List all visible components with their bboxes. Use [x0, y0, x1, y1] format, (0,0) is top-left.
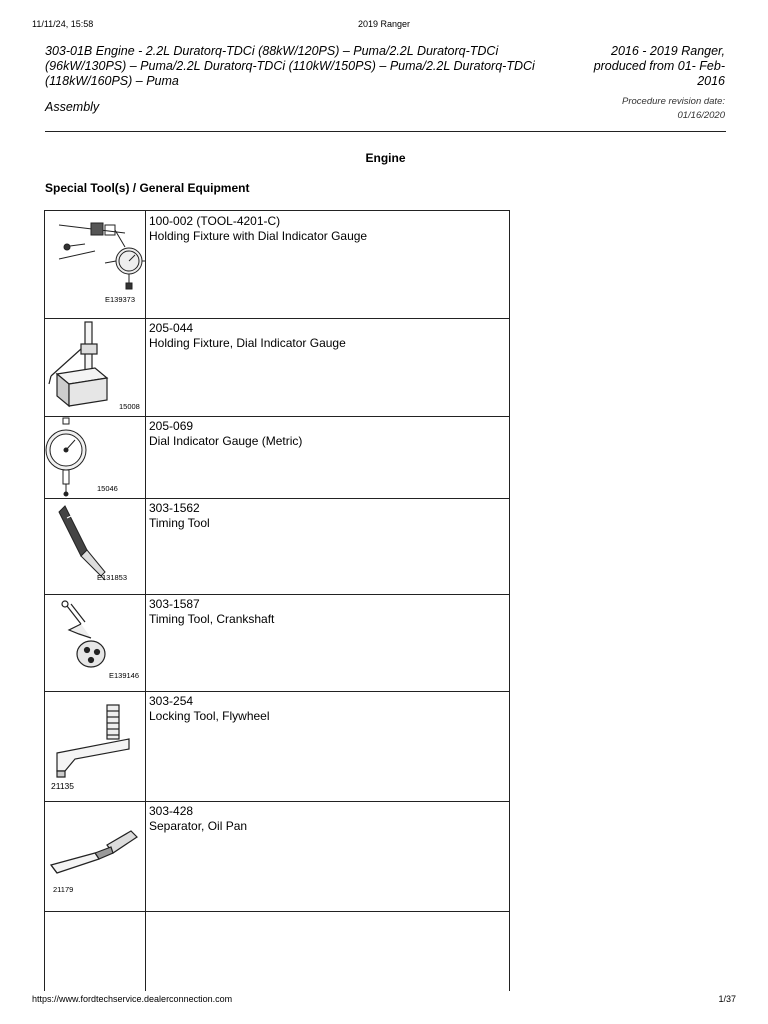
vehicle-line: 2016 - 2019 Ranger,	[611, 44, 725, 58]
tool-image-cell	[45, 318, 146, 416]
table-row	[45, 318, 509, 417]
timing-pin-icon	[45, 498, 145, 594]
tool-image-cell	[45, 691, 146, 801]
tool-image-code: 15008	[119, 402, 140, 411]
tool-image-code: E139146	[109, 671, 140, 680]
tool-number: 100-002 (TOOL-4201-C)	[149, 214, 281, 228]
tool-image-cell	[45, 498, 146, 594]
tool-name: Timing Tool	[149, 516, 210, 530]
page-number: 1/37	[718, 994, 736, 1004]
tool-text	[149, 804, 247, 834]
table-column-divider	[145, 911, 146, 991]
table-row	[45, 594, 509, 692]
table-row	[45, 498, 509, 595]
tool-image-code: 15046	[97, 484, 118, 493]
tool-text	[149, 214, 367, 244]
table-row	[45, 801, 509, 912]
tools-heading: Special Tool(s) / General Equipment	[45, 181, 250, 195]
vehicle-line: 2016	[697, 74, 725, 88]
procedure-type: Assembly	[45, 100, 100, 114]
tool-number: 303-428	[149, 804, 194, 818]
revision-label: Procedure revision date:	[622, 96, 725, 107]
procedure-title	[45, 44, 555, 89]
tool-image-cell	[45, 594, 146, 691]
tool-name: Holding Fixture, Dial Indicator Gauge	[149, 336, 346, 350]
section-title: Engine	[365, 151, 406, 165]
tools-table	[44, 210, 510, 991]
tool-image-code: E139373	[105, 295, 136, 304]
tool-name: Dial Indicator Gauge (Metric)	[149, 434, 303, 448]
procedure-title-line: (118kW/160PS) – Puma	[45, 74, 179, 88]
tool-image-cell	[45, 801, 146, 911]
tool-name: Locking Tool, Flywheel	[149, 709, 270, 723]
vehicle-line: produced from 01- Feb-	[593, 59, 725, 73]
tool-image-cell	[45, 416, 146, 498]
tool-number: 205-044	[149, 321, 194, 335]
procedure-title-line: 303-01B Engine - 2.2L Duratorq-TDCi (88kW/120PS) – Puma/2.2L Duratorq-TDCi	[45, 44, 499, 58]
procedure-title-line: (96kW/130PS) – Puma/2.2L Duratorq-TDCi (110kW/150PS) – Puma/2.2L Duratorq-TDCi	[45, 59, 535, 73]
tool-text	[149, 501, 210, 531]
print-datetime: 11/11/24, 15:58	[32, 19, 94, 29]
tool-text	[149, 597, 274, 627]
revision-date: 01/16/2020	[677, 110, 725, 121]
vehicle-applicability	[565, 44, 725, 89]
tool-text	[149, 321, 346, 351]
table-row	[45, 691, 509, 802]
dial-indicator-icon	[45, 416, 145, 498]
tool-image-code: E131853	[97, 573, 128, 582]
tool-number: 205-069	[149, 419, 194, 433]
footer-url[interactable]: https://www.fordtechservice.dealerconnection.com	[32, 994, 233, 1004]
header-divider	[45, 131, 726, 132]
tool-number: 303-1562	[149, 501, 200, 515]
tool-name: Separator, Oil Pan	[149, 819, 248, 833]
tool-name: Timing Tool, Crankshaft	[149, 612, 275, 626]
tool-image-code: 21179	[53, 885, 74, 894]
tool-image-cell	[45, 211, 146, 318]
print-doc-title: 2019 Ranger	[357, 19, 411, 29]
oil-pan-separator-icon	[45, 801, 145, 911]
tool-number: 303-254	[149, 694, 194, 708]
tool-text	[149, 419, 302, 449]
tool-name: Holding Fixture with Dial Indicator Gauge	[149, 229, 368, 243]
tool-image-code: 21135	[51, 781, 75, 791]
table-row	[45, 416, 509, 499]
tool-number: 303-1587	[149, 597, 200, 611]
table-row	[45, 211, 509, 319]
tool-text	[149, 694, 270, 724]
